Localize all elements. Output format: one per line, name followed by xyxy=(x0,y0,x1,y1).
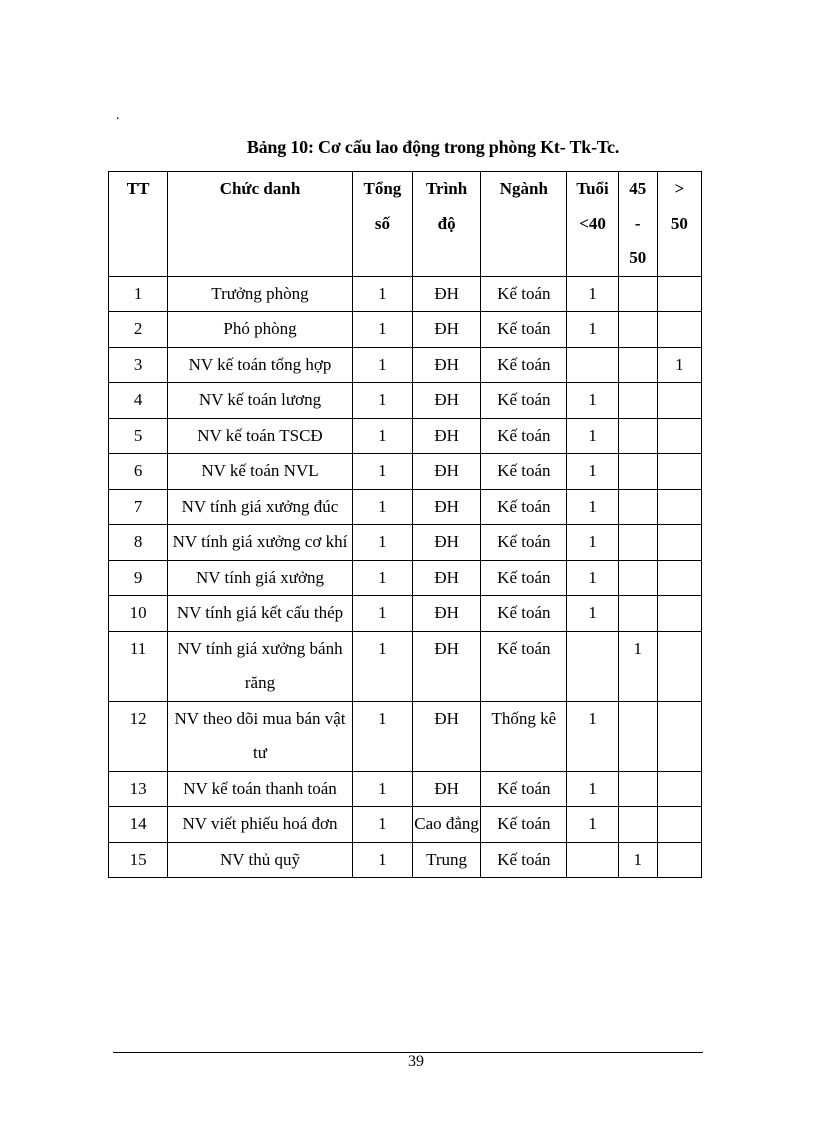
cell-age-45-50 xyxy=(618,701,657,771)
cell-title: NV tính giá xưởng đúc xyxy=(168,489,353,525)
cell-field: Kế toán xyxy=(481,631,567,701)
cell-total: 1 xyxy=(352,312,412,348)
cell-field: Kế toán xyxy=(481,312,567,348)
cell-age-gt50 xyxy=(657,596,701,632)
cell-title: NV kế toán lương xyxy=(168,383,353,419)
cell-age-gt50 xyxy=(657,454,701,490)
cell-level: ĐH xyxy=(412,631,480,701)
cell-age-45-50 xyxy=(618,276,657,312)
table-row xyxy=(109,383,702,419)
cell-tt: 12 xyxy=(109,701,168,771)
cell-tt: 4 xyxy=(109,383,168,419)
cell-age-gt50 xyxy=(657,701,701,771)
cell-title: NV tính giá xưởng bánh răng xyxy=(168,631,353,701)
cell-field: Kế toán xyxy=(481,560,567,596)
cell-total: 1 xyxy=(352,418,412,454)
cell-age-lt40: 1 xyxy=(567,276,618,312)
cell-field: Kế toán xyxy=(481,842,567,878)
table-row xyxy=(109,701,702,771)
table-row xyxy=(109,771,702,807)
cell-age-lt40: 1 xyxy=(567,560,618,596)
header-age-gt50: > 50 xyxy=(657,172,701,277)
cell-level: ĐH xyxy=(412,596,480,632)
cell-age-gt50 xyxy=(657,418,701,454)
cell-field: Kế toán xyxy=(481,276,567,312)
cell-total: 1 xyxy=(352,771,412,807)
cell-field: Kế toán xyxy=(481,418,567,454)
cell-total: 1 xyxy=(352,560,412,596)
cell-tt: 14 xyxy=(109,807,168,843)
page-number: 39 xyxy=(408,1053,424,1070)
cell-title: Trưởng phòng xyxy=(168,276,353,312)
cell-total: 1 xyxy=(352,631,412,701)
cell-age-lt40: 1 xyxy=(567,807,618,843)
header-level: Trình độ xyxy=(412,172,480,277)
table-row xyxy=(109,489,702,525)
table-row xyxy=(109,454,702,490)
cell-age-45-50 xyxy=(618,560,657,596)
cell-age-lt40: 1 xyxy=(567,418,618,454)
cell-field: Kế toán xyxy=(481,347,567,383)
cell-tt: 9 xyxy=(109,560,168,596)
cell-level: ĐH xyxy=(412,701,480,771)
cell-age-gt50 xyxy=(657,525,701,561)
cell-age-45-50 xyxy=(618,771,657,807)
table-row xyxy=(109,842,702,878)
cell-age-lt40 xyxy=(567,347,618,383)
header-age-45-50: 45 - 50 xyxy=(618,172,657,277)
cell-tt: 3 xyxy=(109,347,168,383)
table-row xyxy=(109,631,702,701)
cell-age-gt50 xyxy=(657,631,701,701)
cell-age-lt40 xyxy=(567,842,618,878)
header-title: Chức danh xyxy=(168,172,353,277)
cell-total: 1 xyxy=(352,525,412,561)
cell-title: NV kế toán tổng hợp xyxy=(168,347,353,383)
cell-title: NV thủ quỹ xyxy=(168,842,353,878)
cell-level: ĐH xyxy=(412,312,480,348)
stray-dot-marker: . xyxy=(116,108,120,123)
labor-structure-table xyxy=(108,171,702,878)
cell-title: NV viết phiếu hoá đơn xyxy=(168,807,353,843)
cell-age-lt40: 1 xyxy=(567,771,618,807)
cell-age-45-50 xyxy=(618,454,657,490)
cell-tt: 13 xyxy=(109,771,168,807)
cell-age-lt40: 1 xyxy=(567,701,618,771)
table-row xyxy=(109,807,702,843)
header-row xyxy=(109,172,702,277)
cell-age-gt50 xyxy=(657,276,701,312)
cell-age-gt50 xyxy=(657,842,701,878)
table-row xyxy=(109,276,702,312)
table-row xyxy=(109,525,702,561)
cell-age-45-50: 1 xyxy=(618,631,657,701)
cell-title: NV kế toán thanh toán xyxy=(168,771,353,807)
cell-age-45-50 xyxy=(618,525,657,561)
cell-level: ĐH xyxy=(412,454,480,490)
cell-title: NV kế toán TSCĐ xyxy=(168,418,353,454)
cell-tt: 6 xyxy=(109,454,168,490)
cell-age-gt50: 1 xyxy=(657,347,701,383)
cell-age-lt40: 1 xyxy=(567,489,618,525)
cell-level: ĐH xyxy=(412,383,480,419)
cell-age-45-50: 1 xyxy=(618,842,657,878)
cell-field: Kế toán xyxy=(481,383,567,419)
cell-age-45-50 xyxy=(618,418,657,454)
table-row xyxy=(109,418,702,454)
cell-age-lt40: 1 xyxy=(567,312,618,348)
cell-tt: 8 xyxy=(109,525,168,561)
cell-age-gt50 xyxy=(657,489,701,525)
cell-tt: 1 xyxy=(109,276,168,312)
cell-age-lt40: 1 xyxy=(567,596,618,632)
cell-level: ĐH xyxy=(412,276,480,312)
cell-title: NV theo dõi mua bán vật tư xyxy=(168,701,353,771)
cell-total: 1 xyxy=(352,347,412,383)
cell-total: 1 xyxy=(352,454,412,490)
cell-title: NV tính giá xưởng cơ khí xyxy=(168,525,353,561)
header-total: Tổng số xyxy=(352,172,412,277)
cell-total: 1 xyxy=(352,383,412,419)
cell-level: ĐH xyxy=(412,771,480,807)
cell-title: NV tính giá xưởng xyxy=(168,560,353,596)
cell-tt: 5 xyxy=(109,418,168,454)
cell-age-45-50 xyxy=(618,807,657,843)
table-row xyxy=(109,312,702,348)
table-row xyxy=(109,596,702,632)
cell-total: 1 xyxy=(352,701,412,771)
cell-tt: 15 xyxy=(109,842,168,878)
cell-field: Kế toán xyxy=(481,454,567,490)
cell-age-45-50 xyxy=(618,312,657,348)
table-caption: Bảng 10: Cơ cấu lao động trong phòng Kt- Tk-Tc. xyxy=(246,137,620,157)
cell-tt: 2 xyxy=(109,312,168,348)
cell-field: Kế toán xyxy=(481,489,567,525)
cell-age-45-50 xyxy=(618,489,657,525)
cell-field: Thống kê xyxy=(481,701,567,771)
cell-tt: 10 xyxy=(109,596,168,632)
cell-tt: 11 xyxy=(109,631,168,701)
cell-level: ĐH xyxy=(412,525,480,561)
cell-title: NV kế toán NVL xyxy=(168,454,353,490)
cell-level: ĐH xyxy=(412,560,480,596)
cell-total: 1 xyxy=(352,489,412,525)
table-row xyxy=(109,347,702,383)
cell-age-lt40: 1 xyxy=(567,454,618,490)
cell-age-45-50 xyxy=(618,383,657,419)
cell-title: Phó phòng xyxy=(168,312,353,348)
cell-age-gt50 xyxy=(657,807,701,843)
cell-level: Cao đẳng xyxy=(412,807,480,843)
header-field: Ngành xyxy=(481,172,567,277)
cell-field: Kế toán xyxy=(481,525,567,561)
cell-age-gt50 xyxy=(657,771,701,807)
cell-total: 1 xyxy=(352,807,412,843)
table-row xyxy=(109,560,702,596)
cell-total: 1 xyxy=(352,596,412,632)
cell-age-45-50 xyxy=(618,596,657,632)
cell-level: ĐH xyxy=(412,489,480,525)
cell-age-lt40: 1 xyxy=(567,525,618,561)
cell-age-lt40 xyxy=(567,631,618,701)
cell-level: Trung xyxy=(412,842,480,878)
cell-age-gt50 xyxy=(657,383,701,419)
cell-total: 1 xyxy=(352,276,412,312)
cell-age-45-50 xyxy=(618,347,657,383)
cell-field: Kế toán xyxy=(481,771,567,807)
cell-field: Kế toán xyxy=(481,807,567,843)
cell-tt: 7 xyxy=(109,489,168,525)
cell-level: ĐH xyxy=(412,418,480,454)
cell-field: Kế toán xyxy=(481,596,567,632)
cell-age-gt50 xyxy=(657,560,701,596)
cell-age-lt40: 1 xyxy=(567,383,618,419)
header-tt: TT xyxy=(109,172,168,277)
cell-title: NV tính giá kết cấu thép xyxy=(168,596,353,632)
cell-age-gt50 xyxy=(657,312,701,348)
cell-total: 1 xyxy=(352,842,412,878)
cell-level: ĐH xyxy=(412,347,480,383)
header-age-lt40: Tuổi <40 xyxy=(567,172,618,277)
